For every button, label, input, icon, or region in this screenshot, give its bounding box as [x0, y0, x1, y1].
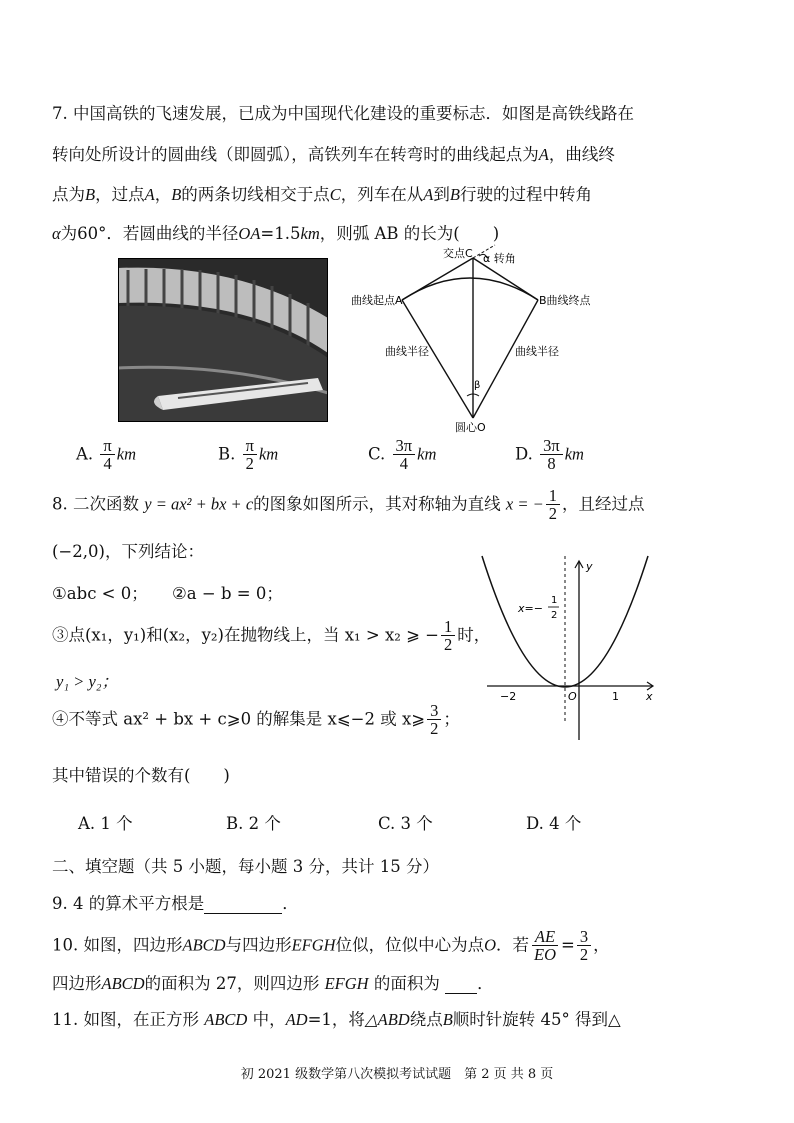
curve-diagram: [345, 238, 605, 438]
q7-line-3: 点为B，过点A，B的两条切线相交于点C，列车在从A到B行驶的过程中转角: [52, 185, 592, 204]
label-radius-right: 曲线半径: [515, 345, 559, 358]
q7-option-d[interactable]: D. $\frac{3\pi}{8}$ km: [515, 436, 584, 474]
radius-ob: [473, 300, 538, 418]
label-neg-two: −2: [500, 690, 517, 703]
section-2-heading: 二、填空题（共 5 小题，每小题 3 分，共计 15 分）: [52, 857, 439, 876]
label-y: y: [586, 560, 593, 573]
q7-option-a[interactable]: A. $\frac{\pi}{4}$ km: [76, 436, 137, 474]
label-curve-start-a: 曲线起点A: [351, 294, 403, 307]
q8-conclusion-3-line-2: y₁ > y₂；: [56, 672, 119, 691]
q9-answer-blank[interactable]: [204, 894, 282, 914]
label-curve-end-b: B曲线终点: [539, 294, 591, 307]
q7-option-c[interactable]: C. $\frac{3\pi}{4}$ km: [368, 436, 437, 474]
q7-line-1: 7. 中国高铁的飞速发展，已成为中国现代化建设的重要标志．如图是高铁线路在: [52, 104, 634, 123]
q8-option-b[interactable]: B. 2 个: [226, 814, 281, 833]
q8-conclusion-2: ②a − b = 0；: [172, 584, 283, 603]
label-one: 1: [612, 690, 619, 703]
label-turn-angle: α 转角: [483, 252, 516, 265]
q10-line-1: 10. 如图，四边形ABCD与四边形EFGH位似，位似中心为点O．若 $\frac{AE}{EO}$ = $\frac{3}{2}$ ，: [52, 927, 610, 965]
q10-answer-blank[interactable]: [445, 974, 477, 994]
q9: 9. 4 的算术平方根是 ．: [52, 894, 299, 913]
q8-line-2: (−2,0)，下列结论：: [52, 542, 204, 561]
rail-photo-drawing: [118, 258, 328, 422]
label-origin: O: [568, 690, 577, 703]
high-speed-rail-photo: [118, 258, 328, 422]
label-radius-left: 曲线半径: [385, 345, 429, 358]
arc-ab: [402, 278, 538, 300]
q8-option-c[interactable]: C. 3 个: [378, 814, 433, 833]
q8-conclusion-4: ④不等式 ax² + bx + c⩾0 的解集是 x⩽−2 或 x⩾ $\frac{3}{2}$ ；: [52, 701, 460, 739]
q10-line-2: 四边形ABCD的面积为 27，则四边形 EFGH 的面积为 ．: [52, 974, 494, 993]
label-center-angle: β: [474, 380, 481, 391]
label-center-o: 圆心O: [455, 421, 486, 434]
q7-line-4: α为60°．若圆曲线的半径OA=1.5km，则弧 AB 的长为( ): [52, 224, 500, 243]
label-axis-equation: x=−: [518, 602, 543, 615]
label-axis-numerator: 1: [551, 595, 558, 606]
q7-option-b[interactable]: B. $\frac{\pi}{2}$ km: [218, 436, 279, 474]
parabola-graph: [462, 550, 662, 750]
q8-conclusion-1: ①abc < 0；: [52, 584, 148, 603]
q8-line-1: 8. 二次函数 y = ax² + bx + c的图象如图所示，其对称轴为直线 x = − $\frac{1}{2}$ ，且经过点: [52, 486, 645, 524]
q7-line-2: 转向处所设计的圆曲线（即圆弧），高铁列车在转弯时的曲线起点为A，曲线终: [52, 145, 615, 164]
q8-question: 其中错误的个数有( ): [52, 766, 230, 785]
label-intersection-c: 交点C: [443, 247, 473, 260]
q8-option-a[interactable]: A. 1 个: [78, 814, 133, 833]
label-axis-denominator: 2: [551, 610, 558, 621]
radius-oa: [402, 300, 473, 418]
label-x: x: [646, 690, 653, 703]
q11-line-1: 11. 如图，在正方形 ABCD 中，AD=1，将△ABD绕点B顺时针旋转 45° 得到△: [52, 1010, 621, 1029]
q8-option-d[interactable]: D. 4 个: [526, 814, 582, 833]
q8-conclusion-3: ③点(x₁，y₁)和(x₂，y₂)在抛物线上，当 x₁ > x₂ ⩾ − $\frac{1}{2}$ 时，: [52, 617, 491, 655]
page-footer: 初 2021 级数学第八次模拟考试试题 第 2 页 共 8 页: [240, 1067, 554, 1082]
